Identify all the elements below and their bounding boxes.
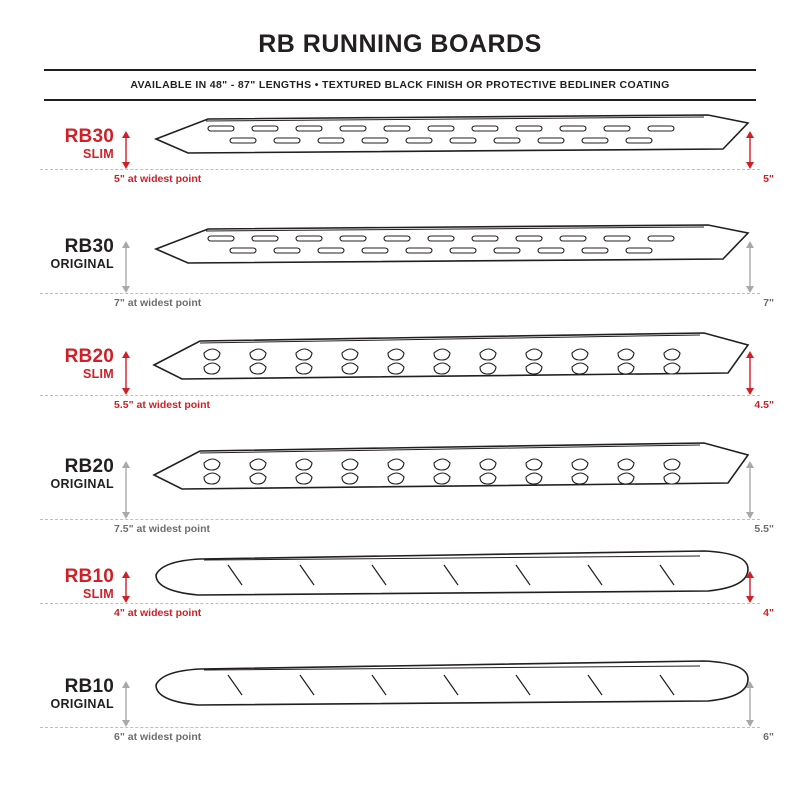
board-label-group <box>22 347 114 382</box>
right-dimension-label: 4" <box>763 607 774 619</box>
dimension-arrow <box>744 461 756 519</box>
dimension-arrow <box>744 351 756 395</box>
board-graphic <box>148 329 768 385</box>
dimension-arrow <box>120 131 132 169</box>
board-label-group <box>22 457 114 492</box>
left-dimension-label: 4" at widest point <box>114 607 202 619</box>
dimension-arrow <box>120 351 132 395</box>
page-title: RB RUNNING BOARDS <box>258 30 542 58</box>
right-dimension <box>744 461 756 519</box>
board-model: RB20 <box>64 346 114 367</box>
baseline-dashed <box>40 519 760 520</box>
board-model: RB30 <box>64 126 114 147</box>
right-dimension <box>744 681 756 727</box>
left-dimension <box>120 461 132 519</box>
left-dimension-label: 7.5" at widest point <box>114 523 210 535</box>
header-divider-top <box>44 69 756 71</box>
baseline-dashed <box>40 603 760 604</box>
right-dimension <box>744 241 756 293</box>
right-dimension <box>744 131 756 169</box>
board-row <box>0 109 800 219</box>
board-label-group <box>22 127 114 162</box>
right-dimension-label: 5.5" <box>754 523 774 535</box>
header-subtitle: AVAILABLE IN 48" - 87" LENGTHS • TEXTURED BLACK FINISH OR PROTECTIVE BEDLINER COATING <box>130 79 670 91</box>
board-graphic <box>148 549 768 605</box>
board-variant: ORIGINAL <box>50 256 114 271</box>
dimension-arrow <box>744 681 756 727</box>
board-illustration <box>148 219 768 275</box>
board-variant: SLIM <box>82 366 114 381</box>
left-dimension <box>120 351 132 395</box>
board-rows <box>0 109 800 769</box>
board-row <box>0 439 800 549</box>
board-graphic <box>148 109 768 165</box>
left-dimension <box>120 241 132 293</box>
left-dimension <box>120 131 132 169</box>
board-graphic <box>148 659 768 715</box>
dimension-arrow <box>744 131 756 169</box>
baseline-dashed <box>40 727 760 728</box>
left-dimension-label: 7" at widest point <box>114 297 202 309</box>
board-variant: SLIM <box>82 146 114 161</box>
board-illustration <box>148 659 768 715</box>
board-row <box>0 549 800 659</box>
dimension-arrow <box>120 571 132 603</box>
left-dimension-label: 5.5" at widest point <box>114 399 210 411</box>
dimension-arrow <box>744 571 756 603</box>
board-illustration <box>148 439 768 495</box>
board-illustration <box>148 549 768 605</box>
board-illustration <box>148 109 768 165</box>
board-model: RB10 <box>64 676 114 697</box>
baseline-dashed <box>40 293 760 294</box>
board-label-group <box>22 677 114 712</box>
board-graphic <box>148 439 768 495</box>
right-dimension-label: 7" <box>763 297 774 309</box>
board-variant: ORIGINAL <box>50 696 114 711</box>
left-dimension-label: 6" at widest point <box>114 731 202 743</box>
left-dimension <box>120 681 132 727</box>
board-variant: SLIM <box>82 586 114 601</box>
board-label-group <box>22 567 114 602</box>
baseline-dashed <box>40 395 760 396</box>
left-dimension <box>120 571 132 603</box>
board-label-group <box>22 237 114 272</box>
board-model: RB20 <box>64 456 114 477</box>
header-divider-bottom <box>44 99 756 101</box>
right-dimension-label: 5" <box>763 173 774 185</box>
board-model: RB10 <box>64 566 114 587</box>
header <box>0 0 800 101</box>
right-dimension-label: 6" <box>763 731 774 743</box>
board-row <box>0 329 800 439</box>
baseline-dashed <box>40 169 760 170</box>
board-row <box>0 219 800 329</box>
dimension-arrow <box>120 461 132 519</box>
left-dimension-label: 5" at widest point <box>114 173 202 185</box>
board-variant: ORIGINAL <box>50 476 114 491</box>
board-graphic <box>148 219 768 275</box>
board-illustration <box>148 329 768 385</box>
right-dimension-label: 4.5" <box>754 399 774 411</box>
right-dimension <box>744 351 756 395</box>
board-model: RB30 <box>64 236 114 257</box>
dimension-arrow <box>744 241 756 293</box>
dimension-arrow <box>120 241 132 293</box>
board-row <box>0 659 800 769</box>
right-dimension <box>744 571 756 603</box>
dimension-arrow <box>120 681 132 727</box>
